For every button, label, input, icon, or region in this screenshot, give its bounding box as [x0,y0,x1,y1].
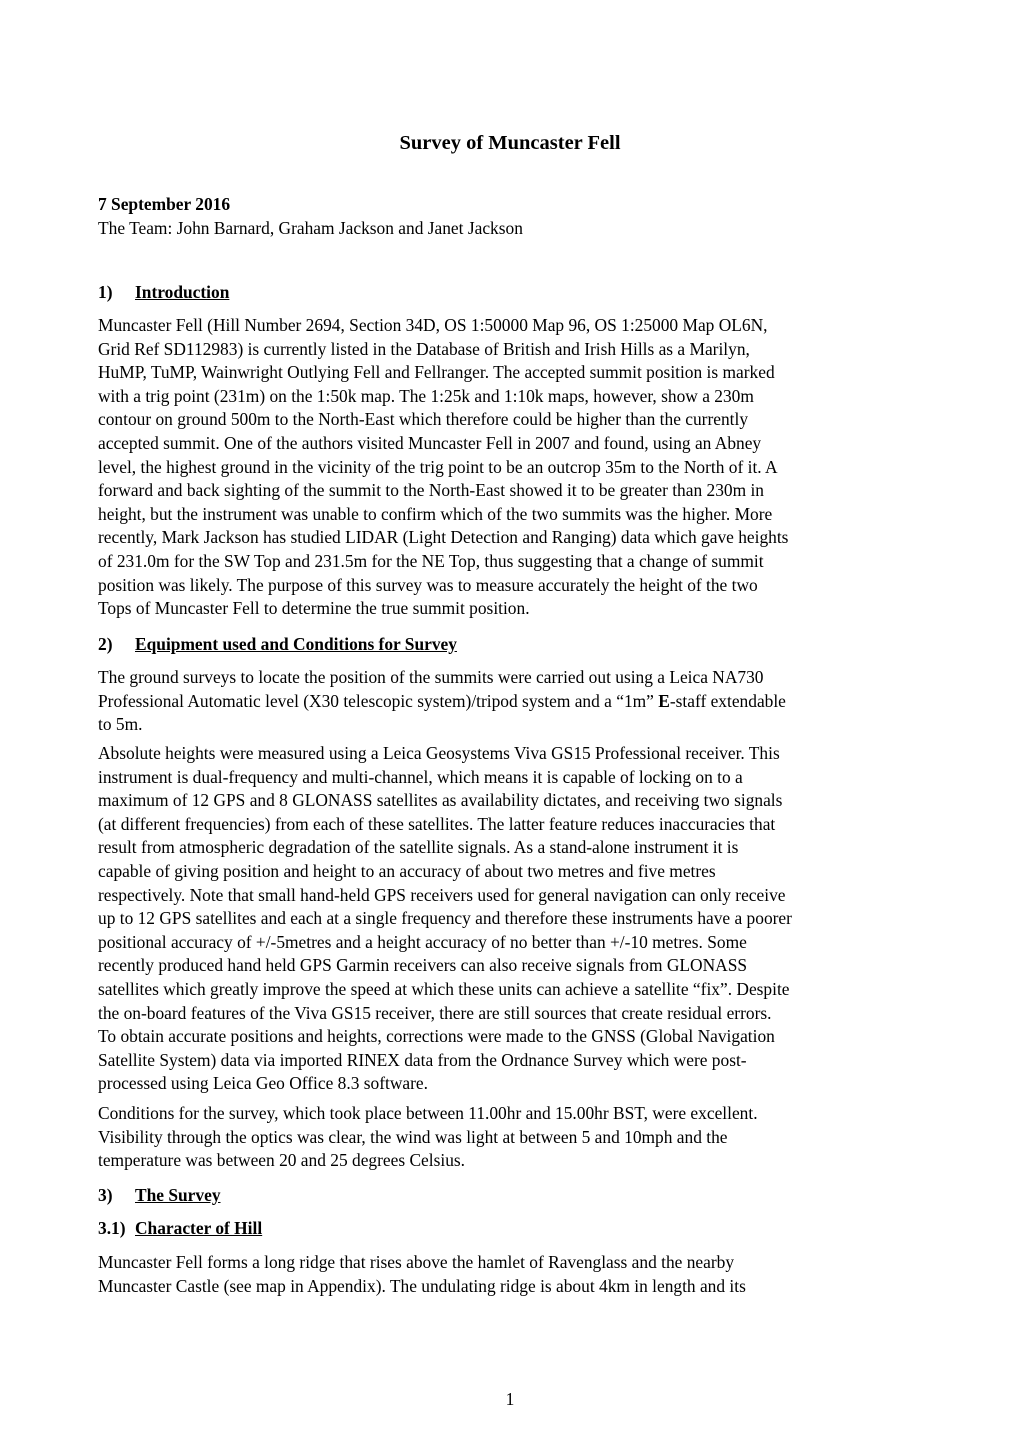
introduction-paragraph [98,314,928,621]
section-title: Character of Hill [135,1218,263,1238]
text-line: capable of giving position and height to an accuracy of about two metres and five metres [98,860,716,881]
text-segment: Professional Automatic level (X30 telescopic system)/tripod system and a “1m” [98,690,659,711]
staff-letter: E [658,690,670,711]
section-number: 3) [98,1185,113,1205]
page-number: 1 [505,1389,515,1409]
section-title: Equipment used and Conditions for Survey [135,634,457,654]
text-line: Tops of Muncaster Fell to determine the true summit position. [98,598,530,619]
section-number: 2) [98,634,113,654]
character-paragraph [98,1251,928,1298]
text-line: of 231.0m for the SW Top and 231.5m for the NE Top, thus suggesting that a change of summit [98,550,764,571]
text-line: positional accuracy of +/-5metres and a height accuracy of no better than +/-10 metres. Some [98,931,747,952]
text-line: position was likely. The purpose of this survey was to measure accurately the height of the two [98,574,758,595]
equipment-paragraph-2 [98,742,928,1096]
equipment-paragraph-1 [98,666,928,737]
text-line: Absolute heights were measured using a Leica Geosystems Viva GS15 Professional receiver. This [98,743,780,763]
equipment-paragraph-3 [98,1102,928,1173]
text-line: (at different frequencies) from each of these satellites. The latter feature reduces inaccuracies that [98,813,776,834]
text-line: respectively. Note that small hand-held GPS receivers used for general navigation can only receive [98,884,786,905]
text-line: the on-board features of the Viva GS15 receiver, there are still sources that create residual errors. [98,1002,772,1023]
text-line: HuMP, TuMP, Wainwright Outlying Fell and Fellranger. The accepted summit position is marked [98,362,775,383]
text-segment: -staff extendable [669,690,786,711]
section-heading-equipment [98,633,457,657]
text-line: maximum of 12 GPS and 8 GLONASS satellites as availability dictates, and receiving two signals [98,790,783,811]
text-line: instrument is dual-frequency and multi-channel, which means it is capable of locking on to a [98,766,743,787]
text-line: satellites which greatly improve the speed at which these units can achieve a satellite “fix”. Despite [98,978,790,999]
text-line: height, but the instrument was unable to confirm which of the two summits was the higher. More [98,503,773,524]
survey-date: 7 September 2016 [98,194,231,214]
text-line: Muncaster Castle (see map in Appendix). The undulating ridge is about 4km in length and its [98,1275,746,1296]
section-number: 1) [98,282,113,302]
section-heading-introduction [98,281,229,305]
section-title: Introduction [135,282,230,302]
section-title: The Survey [135,1185,221,1205]
text-line: result from atmospheric degradation of the satellite signals. As a stand-alone instrument it is [98,837,739,858]
survey-team: The Team: John Barnard, Graham Jackson and Janet Jackson [98,218,523,238]
text-line: Conditions for the survey, which took place between 11.00hr and 15.00hr BST, were excellent. [98,1103,758,1123]
text-line: with a trig point (231m) on the 1:50k map. The 1:25k and 1:10k maps, however, show a 230m [98,385,754,406]
text-line: Satellite System) data via imported RINEX data from the Ordnance Survey which were post- [98,1049,747,1070]
text-line: contour on ground 500m to the North-East which therefore could be higher than the currently [98,409,749,430]
section-heading-survey [98,1184,221,1208]
text-line [98,690,928,714]
text-line: Grid Ref SD112983) is currently listed in the Database of British and Irish Hills as a Marilyn, [98,338,750,359]
text-line: To obtain accurate positions and heights, corrections were made to the GNSS (Global Navigation [98,1026,775,1047]
text-line: to 5m. [98,714,143,735]
text-line: recently, Mark Jackson has studied LIDAR (Light Detection and Ranging) data which gave heights [98,527,789,548]
text-line: The ground surveys to locate the position of the summits were carried out using a Leica NA730 [98,667,764,687]
text-line: forward and back sighting of the summit to the North-East showed it to be greater than 230m in [98,480,765,501]
text-line: processed using Leica Geo Office 8.3 software. [98,1073,428,1094]
text-line: Visibility through the optics was clear, the wind was light at between 5 and 10mph and the [98,1126,728,1147]
text-line: Muncaster Fell (Hill Number 2694, Section 34D, OS 1:50000 Map 96, OS 1:25000 Map OL6N, [98,315,768,335]
text-line: Muncaster Fell forms a long ridge that rises above the hamlet of Ravenglass and the nearby [98,1252,735,1272]
document-title: Survey of Muncaster Fell [399,132,621,154]
text-line: temperature was between 20 and 25 degrees Celsius. [98,1150,466,1171]
section-heading-character [98,1217,262,1241]
text-line: up to 12 GPS satellites and each at a single frequency and therefore these instruments have a poorer [98,908,792,929]
text-line: recently produced hand held GPS Garmin receivers can also receive signals from GLONASS [98,955,748,976]
text-line: level, the highest ground in the vicinity of the trig point to be an outcrop 35m to the North of it. A [98,456,778,477]
text-line: accepted summit. One of the authors visited Muncaster Fell in 2007 and found, using an Abney [98,432,762,453]
section-number: 3.1) [98,1218,126,1238]
